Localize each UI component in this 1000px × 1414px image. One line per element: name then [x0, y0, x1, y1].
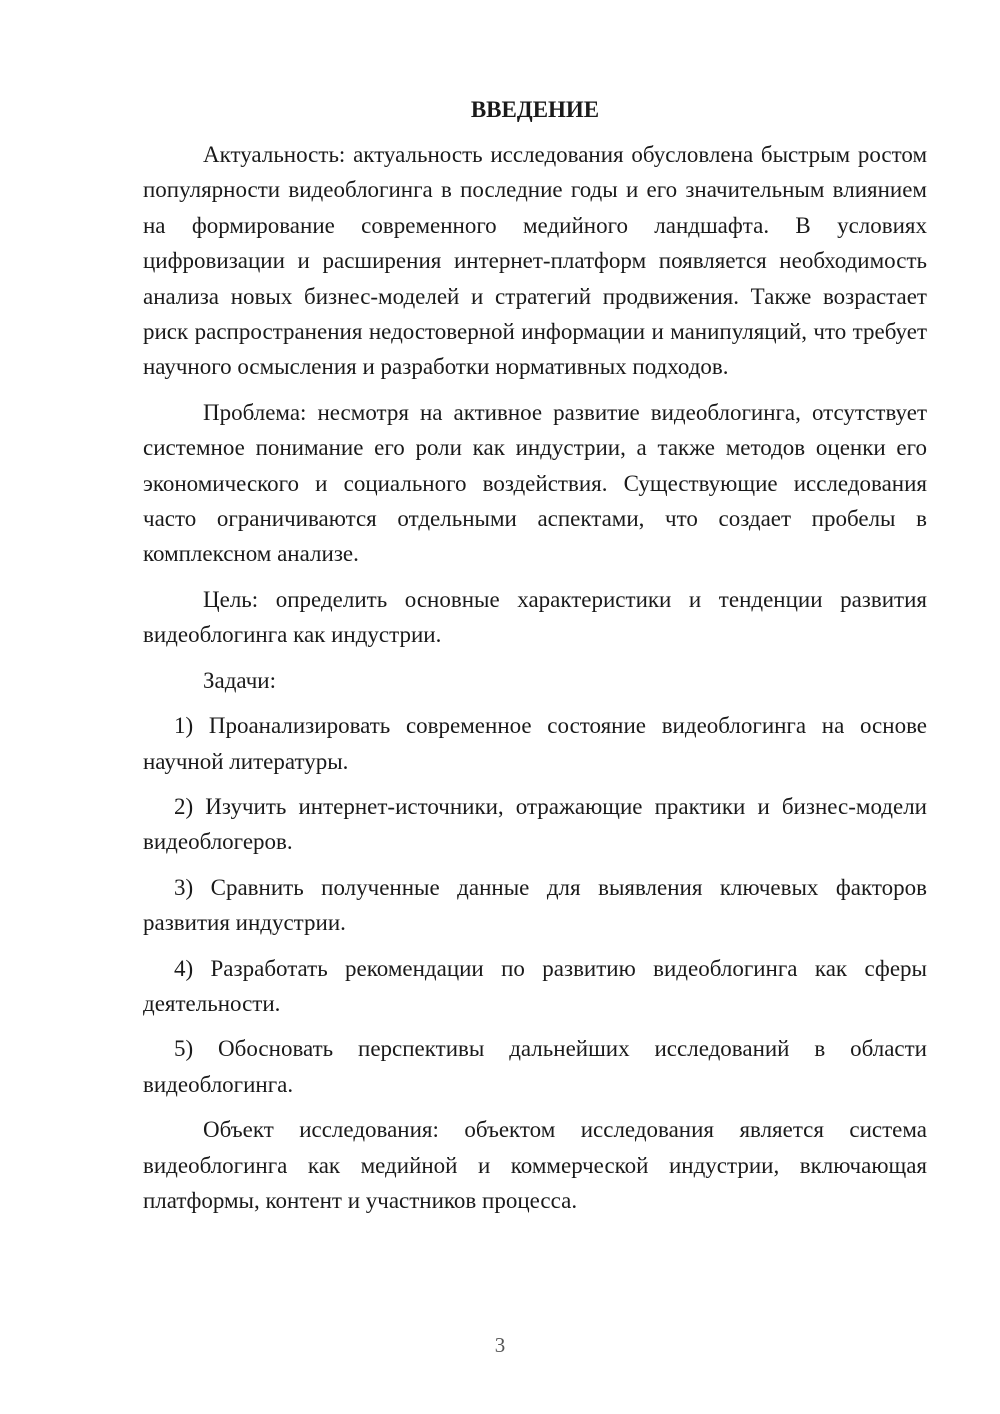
- task-item-5: 5) Обосновать перспективы дальнейших исследований в области видеоблогинга.: [143, 1036, 927, 1097]
- document-body: [143, 92, 927, 1218]
- problem-paragraph: Проблема: несмотря на активное развитие видеоблогинга, отсутствует системное понимание его роли как индустрии, а также методов оценки его экономического и социального воздействия. Существующие исследования часто ограничиваются отдельными аспектами, что создает пробелы в комплексном анализе.: [143, 399, 927, 567]
- task-item-4: 4) Разработать рекомендации по развитию видеоблогинга как сферы деятельности.: [143, 955, 927, 1016]
- task-item-1: 1) Проанализировать современное состояние видеоблогинга на основе научной литературы.: [143, 713, 927, 774]
- section-heading: ВВЕДЕНИЕ: [470, 97, 600, 122]
- page-number: 3: [494, 1333, 506, 1357]
- goal-paragraph: Цель: определить основные характеристики и тенденции развития видеоблогинга как индустрии.: [143, 586, 927, 648]
- tasks-label: Задачи:: [203, 667, 276, 693]
- task-item-3: 3) Сравнить полученные данные для выявления ключевых факторов развития индустрии.: [143, 874, 927, 936]
- object-paragraph: Объект исследования: объектом исследования является система видеоблогинга как медийной и коммерческой индустрии, включающая платформы, контент и участников процесса.: [143, 1117, 927, 1213]
- task-item-2: 2) Изучить интернет-источники, отражающие практики и бизнес-модели видеоблогеров.: [143, 793, 927, 855]
- relevance-paragraph: Актуальность: актуальность исследования обусловлена быстрым ростом популярности видеоблогинга в последние годы и его значительным влиянием на формирование современного медийного ландшафта. В условиях цифровизации и расширения интернет-платформ появляется необходимость анализа новых бизнес-моделей и стратегий продвижения. Также возрастает риск распространения недостоверной информации и манипуляций, что требует научного осмысления и разработки нормативных подходов.: [143, 142, 927, 380]
